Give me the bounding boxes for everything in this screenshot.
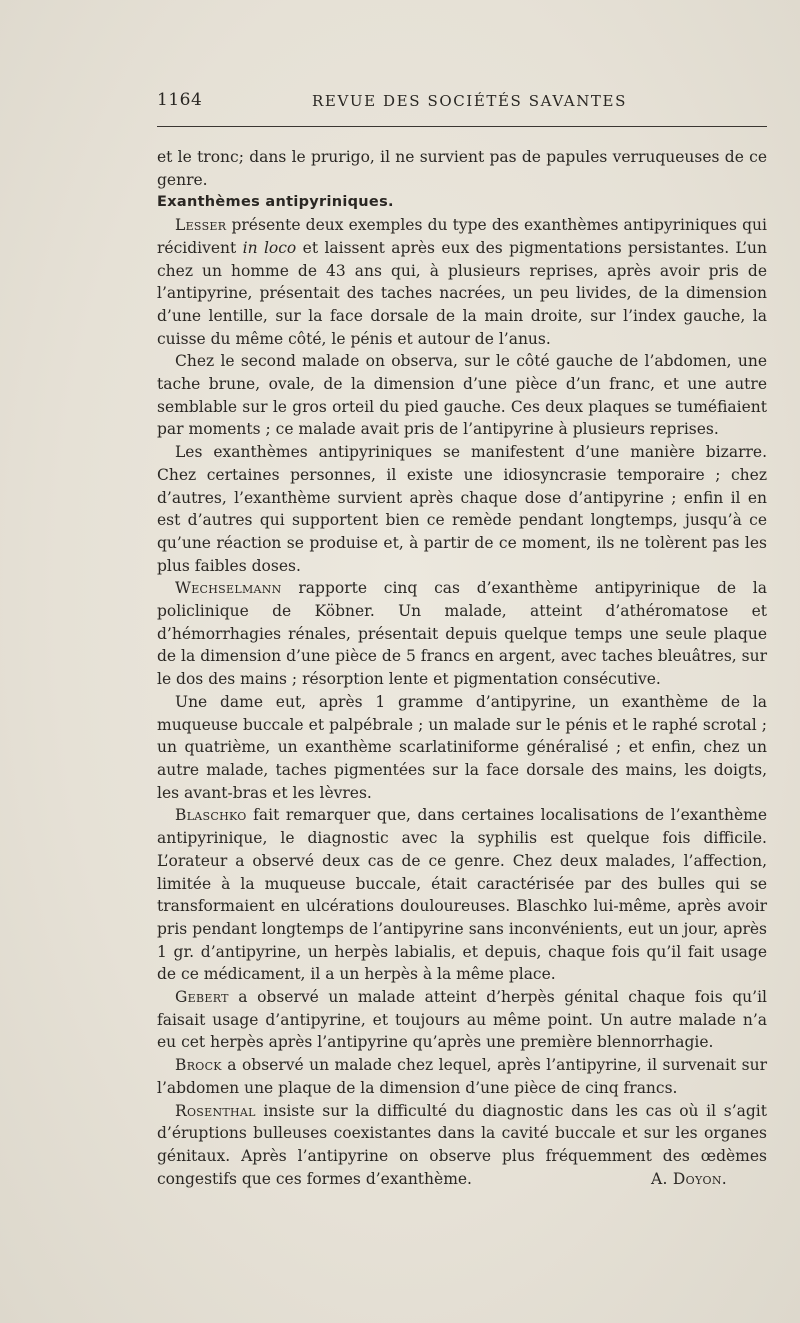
paragraph-rosenthal: Rosenthal insiste sur la difficulté du diagnostic dans les cas où il s’agit d’éruptions bulleuses coexistantes dans la cavité buccale et sur les organes génitaux. Après l’antipyrine on observe plus fréquemment des œdèmes congestifs que ces formes d’exanthème. A. Doyon. — [157, 1100, 767, 1191]
author-name: Lesser — [175, 216, 227, 235]
section-title: Exanthèmes antipyriniques. — [157, 194, 394, 211]
article-body — [157, 146, 767, 1190]
paragraph-manifestations: Les exanthèmes antipyriniques se manifestent d’une manière bizarre. Chez certaines personnes, il existe une idiosyncrasie temporaire ; chez d’autres, l’exanthème survient après chaque dose d’antipyrine ; enfin il en est d’autres qui supportent bien ce remède pendant longtemps, jusqu’à ce qu’une réaction se produise et, à partir de ce moment, ils ne tolèrent pas les plus faibles doses. — [157, 443, 767, 575]
author-name: Brock — [175, 1056, 222, 1075]
paragraph-cases: Une dame eut, après 1 gramme d’antipyrine, un exanthème de la muqueuse buccale et palpébrale ; un malade sur le pénis et le raphé scrotal ; un quatrième, un exanthème scarlatiniforme généralisé ; et enfin, chez un autre malade, taches pigmentées sur la face dorsale des mains, les doigts, les avant-bras et les lèvres. — [157, 692, 767, 802]
paragraph-lesser: Lesser présente deux exemples du type des exanthèmes antipyriniques qui récidivent in loco et laissent après eux des pigmentations persistantes. L’un chez un homme de 43 ans qui, à plusieurs reprises, après avoir pris de l’antipyrine, présentait des taches nacrées, un peu livides, de la dimension d’une lentille, sur la face dorsale de la main droite, sur l’index gauche, la cuisse du même côté, le pénis et autour de l’anus. — [157, 216, 768, 348]
paragraph-wechselmann: Wechselmann rapporte cinq cas d’exanthème antipyrinique de la policlinique de Köbner. Un malade, atteint d’athéromatose et d’hémorrhagies rénales, présentait depuis quelque temps une seule plaque de la dimension d’une pièce de 5 francs en argent, avec taches bleuâtres, sur le dos des mains ; résorption lente et pigmentation consécutive. — [157, 579, 767, 689]
signature: A. Doyon. — [650, 1169, 727, 1188]
latin-phrase: in loco — [242, 238, 297, 257]
author-name: Blaschko — [175, 806, 247, 825]
paragraph-continuation: et le tronc; dans le prurigo, il ne survient pas de papules verruqueuses de ce genre. — [157, 148, 767, 189]
page-header — [157, 90, 767, 114]
paragraph-gebert: Gebert a observé un malade atteint d’herpès génital chaque fois qu’il faisait usage d’antipyrine, et toujours au même point. Un autre malade n’a eu cet herpès après l’antipyrine qu’après une première blennorrhagie. — [157, 988, 767, 1052]
author-name: Gebert — [175, 988, 229, 1007]
paragraph-brock: Brock a observé un malade chez lequel, après l’antipyrine, il survenait sur l’abdomen une plaque de la dimension d’une pièce de cinq francs. — [157, 1056, 767, 1097]
paragraph-blaschko: Blaschko fait remarquer que, dans certaines localisations de l’exanthème antipyrinique, le diagnostic avec la syphilis est quelque fois difficile. L’orateur a observé deux cas de ce genre. Chez deux malades, l’affection, limitée à la muqueuse buccale, était caractérisée par des bulles qui se transformaient en ulcérations douloureuses. Blaschko lui-même, après avoir pris pendant longtemps de l’antipyrine sans inconvénients, eut un jour, après 1 gr. d’antipyrine, un herpès labialis, et depuis, chaque fois qu’il fait usage de ce médicament, il a un herpès à la même place. — [157, 806, 767, 984]
running-head: REVUE DES SOCIÉTÉS SAVANTES — [312, 92, 627, 110]
page-number: 1164 — [157, 90, 203, 110]
paragraph-second-patient: Chez le second malade on observa, sur le côté gauche de l’abdomen, une tache brune, ovale, de la dimension d’une pièce d’un franc, et une autre semblable sur le gros orteil du pied gauche. Ces deux plaques se tuméfiaient par moments ; ce malade avait pris de l’antipyrine à plusieurs reprises. — [157, 352, 767, 439]
author-name: Rosenthal — [175, 1101, 256, 1120]
author-name: Wechselmann — [175, 579, 282, 598]
header-rule — [157, 126, 767, 127]
